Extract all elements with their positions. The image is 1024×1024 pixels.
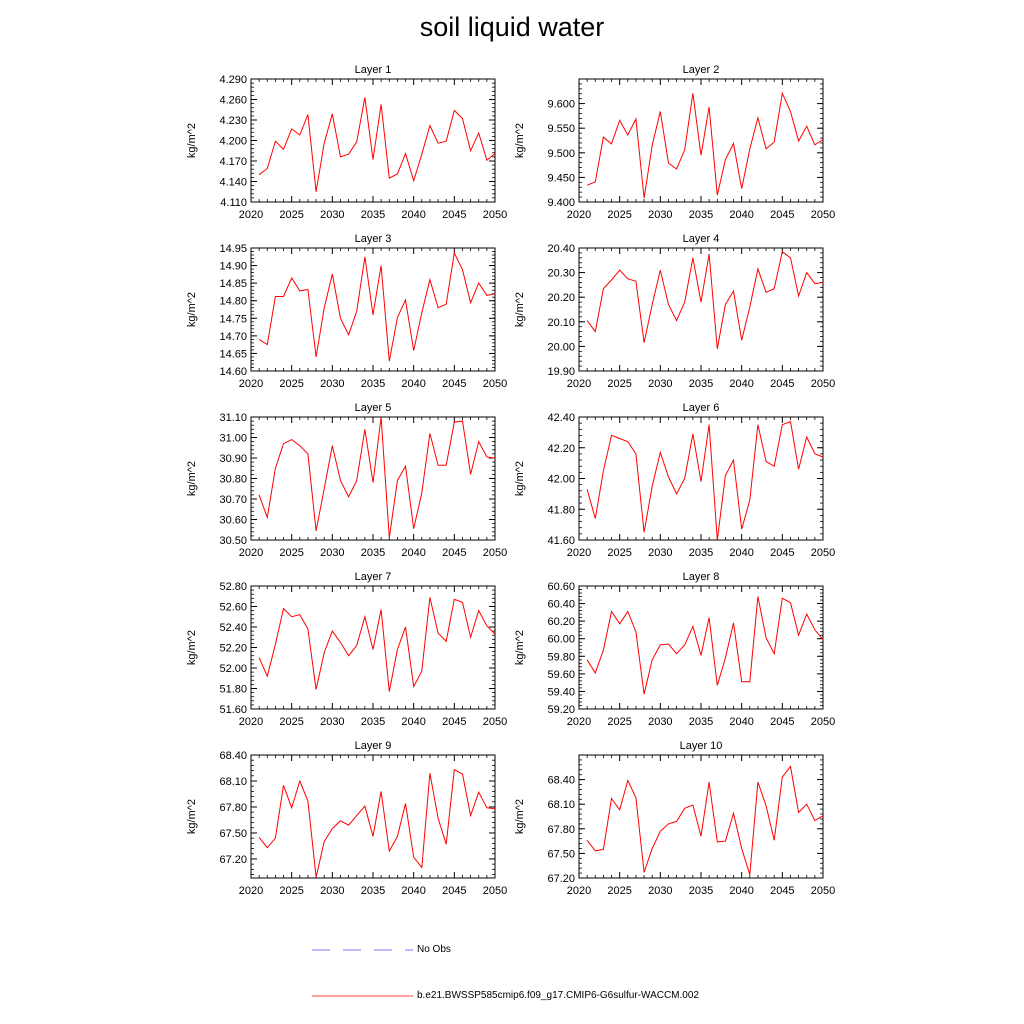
y-tick-label: 14.80: [219, 295, 247, 308]
x-tick-label: 2040: [729, 885, 754, 897]
x-tick-label: 2040: [729, 209, 754, 221]
x-tick-label: 2050: [810, 378, 836, 390]
series-line: [587, 93, 823, 198]
y-tick-label: 42.40: [547, 412, 575, 424]
panel-layer-5: [186, 402, 507, 559]
y-tick-label: 52.00: [219, 663, 247, 675]
x-tick-label: 2025: [279, 209, 304, 221]
y-tick-label: 9.500: [547, 147, 575, 160]
y-tick-label: 60.20: [547, 616, 575, 629]
x-tick-label: 2035: [688, 885, 714, 897]
y-tick-label: 42.00: [547, 473, 575, 486]
y-tick-label: 30.70: [219, 494, 247, 506]
x-tick-label: 2050: [482, 547, 508, 559]
x-tick-label: 2045: [770, 885, 795, 897]
y-axis-label: kg/m^2: [514, 460, 526, 497]
y-tick-label: 30.50: [219, 535, 247, 547]
x-tick-label: 2050: [482, 716, 508, 728]
panel-layer-2: [514, 64, 835, 221]
x-tick-label: 2030: [648, 716, 673, 728]
y-tick-label: 52.80: [219, 581, 247, 593]
y-tick-label: 14.95: [219, 243, 247, 255]
panel-title: Layer 3: [354, 233, 392, 245]
y-axis-label: kg/m^2: [186, 629, 198, 666]
x-tick-label: 2020: [566, 885, 592, 897]
x-tick-label: 2035: [688, 378, 714, 390]
x-tick-label: 2045: [770, 547, 795, 559]
y-tick-label: 59.60: [547, 668, 575, 681]
x-tick-label: 2050: [810, 209, 836, 221]
y-axis-label: kg/m^2: [186, 460, 198, 497]
y-tick-label: 30.90: [219, 453, 247, 465]
x-tick-label: 2035: [688, 716, 714, 728]
panel-title: Layer 10: [679, 740, 723, 752]
y-tick-label: 4.230: [219, 115, 247, 127]
y-tick-label: 41.60: [547, 535, 575, 547]
x-tick-label: 2050: [482, 209, 508, 221]
x-tick-label: 2020: [566, 547, 592, 559]
y-tick-label: 20.30: [547, 267, 575, 280]
x-tick-label: 2040: [401, 885, 426, 897]
plot-frame: [251, 755, 495, 878]
y-tick-label: 67.50: [219, 827, 247, 840]
legend-series-label: b.e21.BWSSP585cmip6.f09_g17.CMIP6-G6sulfur-WACCM.002: [417, 990, 699, 1001]
x-tick-label: 2020: [238, 716, 264, 728]
x-tick-label: 2040: [401, 716, 426, 728]
panel-layer-4: [514, 233, 835, 390]
y-tick-label: 30.60: [219, 514, 247, 527]
panel-layer-9: [186, 740, 507, 897]
x-tick-label: 2025: [607, 716, 632, 728]
panel-title: Layer 8: [682, 571, 720, 583]
series-line: [259, 597, 495, 691]
x-tick-label: 2035: [360, 716, 386, 728]
y-tick-label: 20.40: [547, 243, 575, 255]
plot-frame: [579, 248, 823, 371]
x-tick-label: 2045: [442, 209, 467, 221]
x-tick-label: 2030: [320, 209, 345, 221]
x-tick-label: 2025: [607, 378, 632, 390]
y-tick-label: 20.20: [547, 292, 575, 305]
series-line: [587, 767, 823, 875]
y-tick-label: 68.40: [547, 774, 575, 787]
x-tick-label: 2030: [320, 378, 345, 390]
y-tick-label: 20.00: [547, 341, 575, 354]
y-tick-label: 4.170: [219, 156, 247, 168]
x-tick-label: 2030: [320, 547, 345, 559]
plot-frame: [579, 586, 823, 709]
panel-title: Layer 9: [354, 740, 392, 752]
y-tick-label: 4.200: [219, 135, 247, 148]
x-tick-label: 2020: [566, 209, 592, 221]
x-tick-label: 2050: [482, 378, 508, 390]
y-tick-label: 67.80: [219, 801, 247, 814]
plot-frame: [251, 79, 495, 202]
x-tick-label: 2040: [401, 547, 426, 559]
panel-title: Layer 5: [354, 402, 392, 414]
legend-no-obs-label: No Obs: [417, 944, 451, 955]
y-tick-label: 67.20: [547, 873, 575, 885]
x-tick-label: 2025: [279, 547, 304, 559]
x-tick-label: 2020: [238, 885, 264, 897]
x-tick-label: 2035: [360, 209, 386, 221]
x-tick-label: 2020: [566, 378, 592, 390]
x-tick-label: 2045: [770, 716, 795, 728]
series-line: [259, 770, 495, 877]
panel-title: Layer 6: [682, 402, 720, 414]
x-tick-label: 2020: [238, 378, 264, 390]
y-axis-label: kg/m^2: [186, 122, 198, 159]
y-tick-label: 4.140: [219, 176, 247, 189]
y-tick-label: 9.450: [547, 172, 575, 185]
x-tick-label: 2025: [607, 209, 632, 221]
y-tick-label: 59.40: [547, 686, 575, 699]
y-tick-label: 30.80: [219, 473, 247, 486]
y-tick-label: 9.400: [547, 197, 575, 209]
y-tick-label: 4.290: [219, 74, 247, 86]
y-tick-label: 9.600: [547, 98, 575, 111]
series-line: [259, 253, 495, 361]
y-tick-label: 14.90: [219, 260, 247, 273]
x-tick-label: 2025: [279, 885, 304, 897]
panel-title: Layer 1: [354, 64, 392, 76]
series-line: [587, 597, 823, 695]
plot-frame: [251, 417, 495, 540]
x-tick-label: 2040: [729, 716, 754, 728]
x-tick-label: 2045: [442, 885, 467, 897]
x-tick-label: 2030: [320, 716, 345, 728]
y-axis-label: kg/m^2: [514, 291, 526, 328]
plot-frame: [251, 248, 495, 371]
y-tick-label: 42.20: [547, 442, 575, 455]
y-tick-label: 52.60: [219, 601, 247, 614]
panel-layer-10: [514, 740, 835, 897]
series-line: [587, 422, 823, 540]
panel-title: Layer 7: [354, 571, 392, 583]
x-tick-label: 2045: [442, 716, 467, 728]
series-line: [259, 98, 495, 192]
x-tick-label: 2035: [688, 547, 714, 559]
y-tick-label: 14.60: [219, 366, 247, 378]
y-tick-label: 14.65: [219, 348, 247, 361]
y-axis-label: kg/m^2: [186, 291, 198, 328]
x-tick-label: 2040: [729, 547, 754, 559]
panel-layer-1: [186, 64, 507, 221]
y-tick-label: 67.80: [547, 823, 575, 836]
y-tick-label: 4.110: [220, 197, 247, 209]
y-tick-label: 31.00: [219, 432, 247, 445]
y-tick-label: 52.20: [219, 642, 247, 655]
x-tick-label: 2025: [607, 885, 632, 897]
y-axis-label: kg/m^2: [514, 122, 526, 159]
y-tick-label: 68.10: [219, 775, 247, 788]
y-tick-label: 41.80: [547, 504, 575, 517]
x-tick-label: 2030: [648, 209, 673, 221]
x-tick-label: 2050: [810, 716, 836, 728]
y-tick-label: 14.75: [219, 313, 247, 326]
x-tick-label: 2020: [566, 716, 592, 728]
series-line: [259, 417, 495, 538]
y-tick-label: 67.20: [219, 853, 247, 866]
plot-frame: [579, 755, 823, 878]
x-tick-label: 2030: [648, 547, 673, 559]
y-tick-label: 59.20: [547, 704, 575, 716]
y-tick-label: 68.10: [547, 799, 575, 812]
x-tick-label: 2025: [279, 716, 304, 728]
series-line: [587, 252, 823, 349]
y-tick-label: 52.40: [219, 622, 247, 634]
plot-frame: [579, 79, 823, 202]
y-tick-label: 67.50: [547, 848, 575, 861]
x-tick-label: 2035: [688, 209, 714, 221]
x-tick-label: 2035: [360, 547, 386, 559]
y-axis-label: kg/m^2: [514, 629, 526, 666]
x-tick-label: 2045: [770, 209, 795, 221]
y-tick-label: 60.40: [547, 598, 575, 611]
x-tick-label: 2030: [320, 885, 345, 897]
chart-title: soil liquid water: [419, 12, 605, 42]
x-tick-label: 2045: [770, 378, 795, 390]
panel-title: Layer 4: [682, 233, 720, 245]
x-tick-label: 2020: [238, 547, 264, 559]
y-tick-label: 20.10: [547, 316, 575, 329]
y-tick-label: 14.85: [219, 278, 247, 291]
x-tick-label: 2025: [607, 547, 632, 559]
x-tick-label: 2045: [442, 547, 467, 559]
y-tick-label: 59.80: [547, 651, 575, 664]
y-axis-label: kg/m^2: [514, 798, 526, 835]
y-tick-label: 51.60: [219, 704, 247, 716]
y-tick-label: 19.90: [547, 366, 575, 378]
x-tick-label: 2040: [401, 209, 426, 221]
panel-title: Layer 2: [682, 64, 720, 76]
x-tick-label: 2035: [360, 885, 386, 897]
y-tick-label: 51.80: [219, 683, 247, 696]
y-tick-label: 60.00: [547, 633, 575, 646]
x-tick-label: 2050: [810, 885, 836, 897]
x-tick-label: 2020: [238, 209, 264, 221]
y-tick-label: 9.550: [547, 123, 575, 136]
y-tick-label: 14.70: [219, 330, 247, 343]
y-tick-label: 31.10: [219, 412, 247, 424]
x-tick-label: 2035: [360, 378, 386, 390]
x-tick-label: 2050: [810, 547, 836, 559]
x-tick-label: 2050: [482, 885, 508, 897]
panel-layer-6: [514, 402, 835, 559]
x-tick-label: 2040: [401, 378, 426, 390]
x-tick-label: 2040: [729, 378, 754, 390]
y-axis-label: kg/m^2: [186, 798, 198, 835]
y-tick-label: 68.40: [219, 750, 247, 762]
panel-layer-7: [186, 571, 507, 728]
y-tick-label: 60.60: [547, 581, 575, 593]
y-tick-label: 4.260: [219, 94, 247, 107]
x-tick-label: 2025: [279, 378, 304, 390]
x-tick-label: 2030: [648, 885, 673, 897]
x-tick-label: 2045: [442, 378, 467, 390]
x-tick-label: 2030: [648, 378, 673, 390]
panel-layer-3: [186, 233, 507, 390]
panel-layer-8: [514, 571, 835, 728]
